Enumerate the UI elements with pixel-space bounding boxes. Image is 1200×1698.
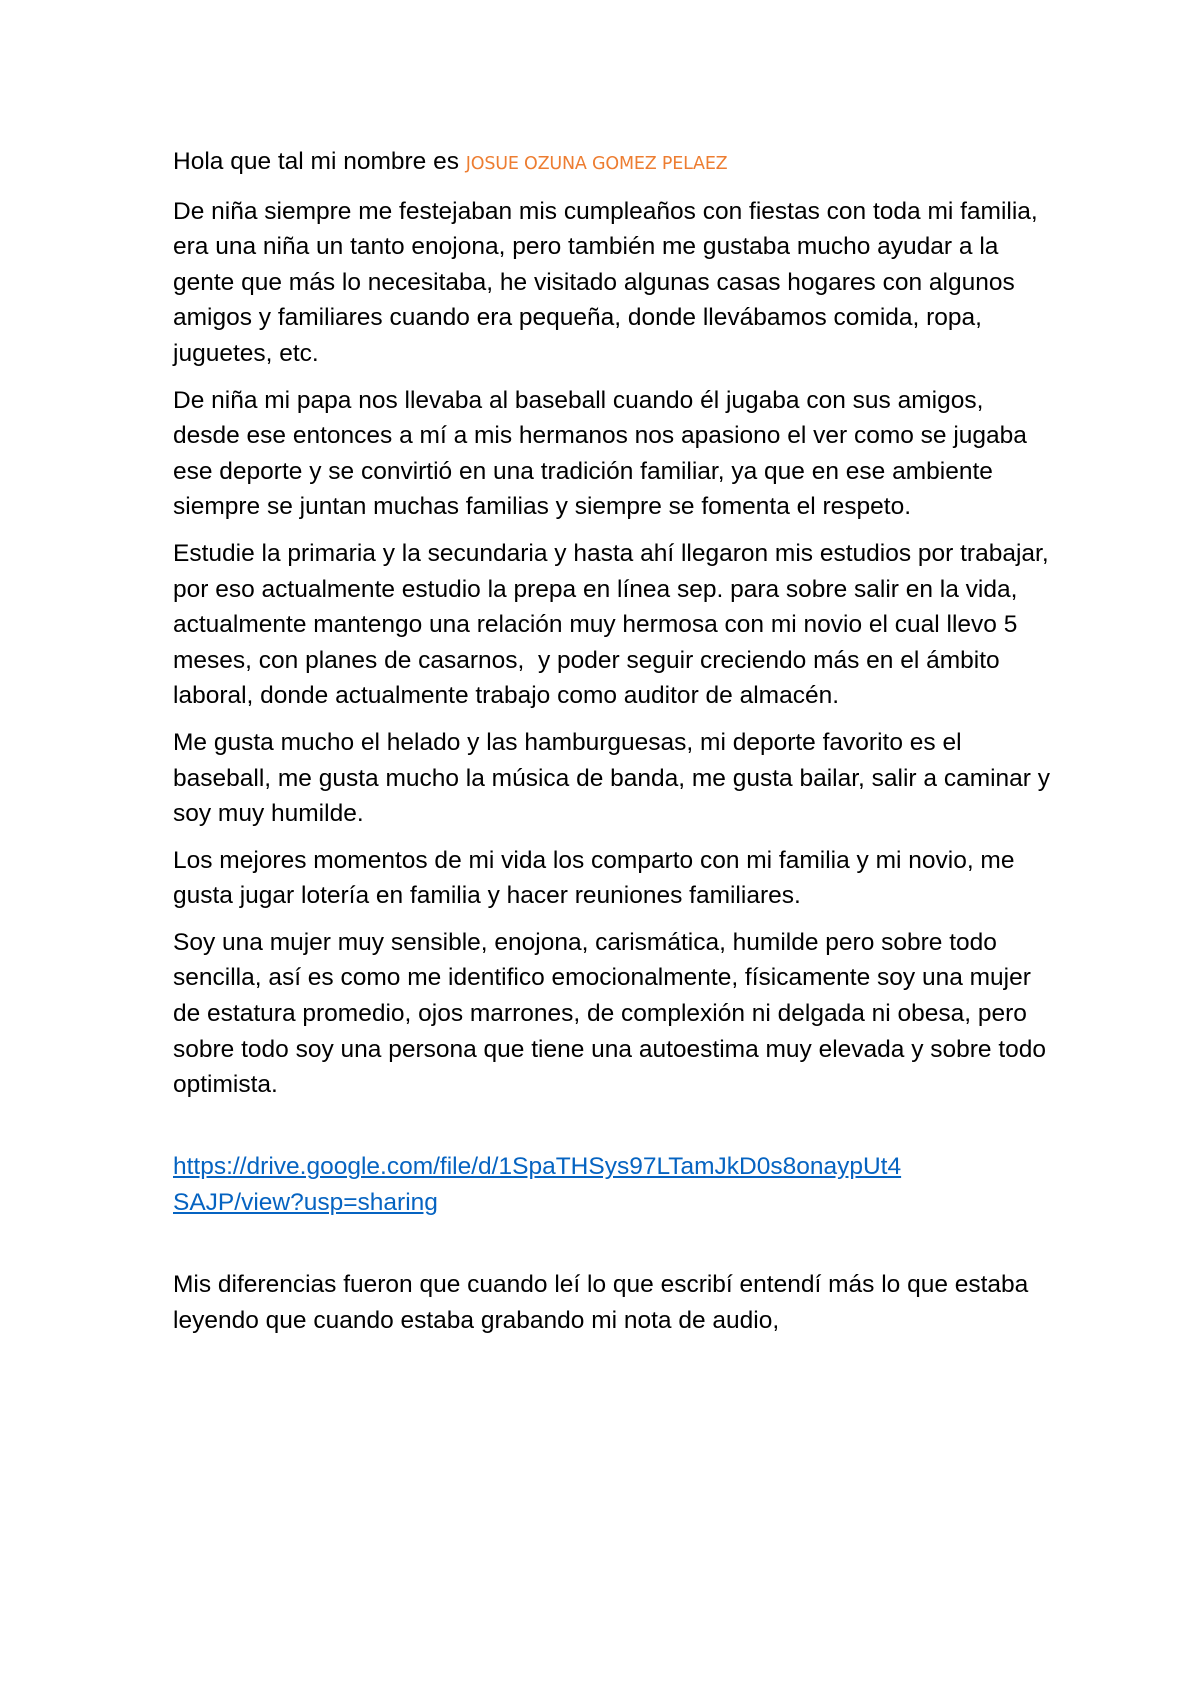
- paragraph-differences: Mis diferencias fueron que cuando leí lo que escribí entendí más lo que estaba leyendo que cuando estaba grabando mi nota de audio,: [173, 1271, 1036, 1334]
- paragraph-self-description: Soy una mujer muy sensible, enojona, carismática, humilde pero sobre todo sencilla, así es como me identifico emocionalmente, físicamente soy una mujer de estatura promedio, ojos marrones, de complexión ni delgada ni obesa, pero sobre todo soy una persona que tiene una autoestima muy elevada y sobre todo optimista.: [173, 928, 1053, 1099]
- greeting-line: [173, 144, 1053, 183]
- paragraph-likes: Me gusta mucho el helado y las hamburguesas, mi deporte favorito es el baseball, me gusta mucho la música de banda, me gusta bailar, salir a caminar y soy muy humilde.: [173, 728, 1057, 828]
- blank-line: [173, 1232, 1053, 1268]
- drive-link[interactable]: [173, 1149, 1053, 1220]
- paragraph-baseball: De niña mi papa nos llevaba al baseball cuando él jugaba con sus amigos, desde ese entonces a mí a mis hermanos nos apasiono el ver como se jugaba ese deporte y se convirtió en una tradición familiar, ya que en ese ambiente siempre se juntan muchas familias y siempre se fomenta el respeto.: [173, 386, 1034, 521]
- blank-line: [173, 1114, 1053, 1150]
- paragraph-childhood: De niña siempre me festejaban mis cumpleaños con fiestas con toda mi familia, era una niña un tanto enojona, pero también me gustaba mucho ayudar a la gente que más lo necesitaba, he visitado algunas casas hogares con algunos amigos y familiares cuando era pequeña, donde llevábamos comida, ropa, juguetes, etc.: [173, 197, 1045, 367]
- paragraph-best-moments: Los mejores momentos de mi vida los comparto con mi familia y mi novio, me gusta jugar lotería en familia y hacer reuniones familiares.: [173, 846, 1022, 910]
- greeting-prefix: Hola que tal mi nombre es: [173, 148, 466, 175]
- author-name: JOSUE OZUNA GOMEZ PELAEZ: [465, 154, 728, 174]
- drive-link-line-1[interactable]: https://drive.google.com/file/d/1SpaTHSys97LTamJkD0s8onaypUt4: [173, 1153, 902, 1181]
- paragraph-studies: Estudie la primaria y la secundaria y hasta ahí llegaron mis estudios por trabajar, por eso actualmente estudio la prepa en línea sep. para sobre salir en la vida, actualmente mantengo una relación muy hermosa con mi novio el cual llevo 5 meses, con planes de casarnos, y poder seguir creciendo más en el ámbito laboral, donde actualmente trabajo como auditor de almacén.: [173, 539, 1056, 710]
- document-body: [173, 144, 1057, 1349]
- drive-link-line-2[interactable]: SAJP/view?usp=sharing: [173, 1189, 438, 1217]
